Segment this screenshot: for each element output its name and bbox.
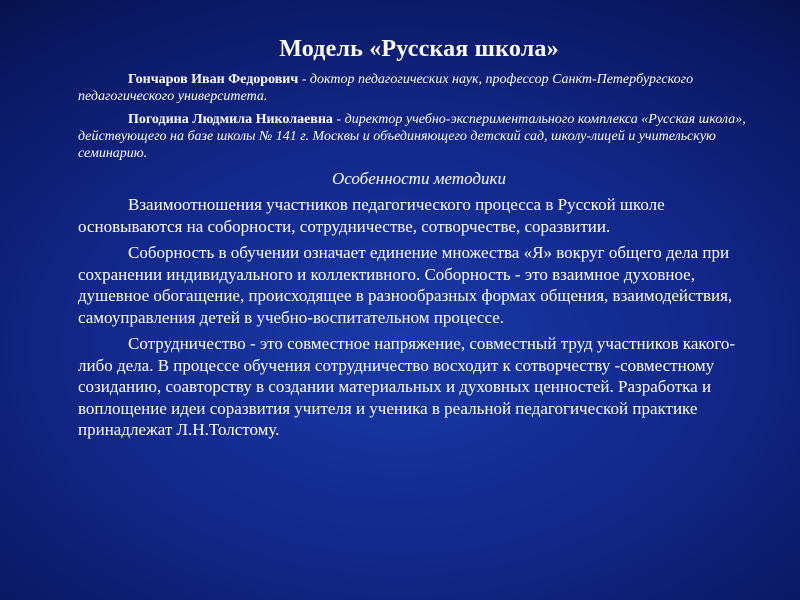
author-name: Погодина Людмила Николаевна (128, 112, 333, 127)
slide-content (78, 34, 760, 446)
paragraph-cooperation: Сотрудничество - это совместное напряжение, совместный труд участников какого-либо дела. В процессе обучения сотрудничество восходит к сотворчеству -совместному созиданию, соавторству в создании материальных и духовных ценностей. Разработка и воплощение идеи соразвития учителя и ученика в реальной педагогической практике принадлежат Л.Н.Толстому. (78, 334, 736, 439)
paragraph-sobornost: Соборность в обучении означает единение множества «Я» вокруг общего дела при сохранении индивидуального и коллективного. Соборность - это взаимное духовное, душевное обогащение, происходящее в разнообразных формах общения, взаимодействия, самоуправления детей в учебно-воспитательном процессе. (78, 243, 733, 327)
author-separator: - (298, 72, 310, 87)
author-description: доктор педагогических наук, профессор Санкт-Петербургского педагогического университета. (78, 72, 694, 104)
slide-title: Модель «Русская школа» (279, 36, 559, 62)
section-subtitle: Особенности методики (332, 169, 506, 188)
author-description: директор учебно-экспериментального комплекса «Русская школа», действующего на базе школы № 141 г. Москвы и объединяющего детский сад, школу-лицей и учительскую семинарию. (78, 112, 746, 161)
author-name: Гончаров Иван Федорович (128, 72, 299, 87)
author-pogodina (78, 111, 760, 162)
author-separator: - (332, 112, 345, 127)
paragraph-relationships: Взаимоотношения участников педагогического процесса в Русской школе основываются на соборности, сотрудничестве, сотворчестве, соразвитии. (78, 195, 665, 236)
author-goncharov (78, 71, 760, 105)
